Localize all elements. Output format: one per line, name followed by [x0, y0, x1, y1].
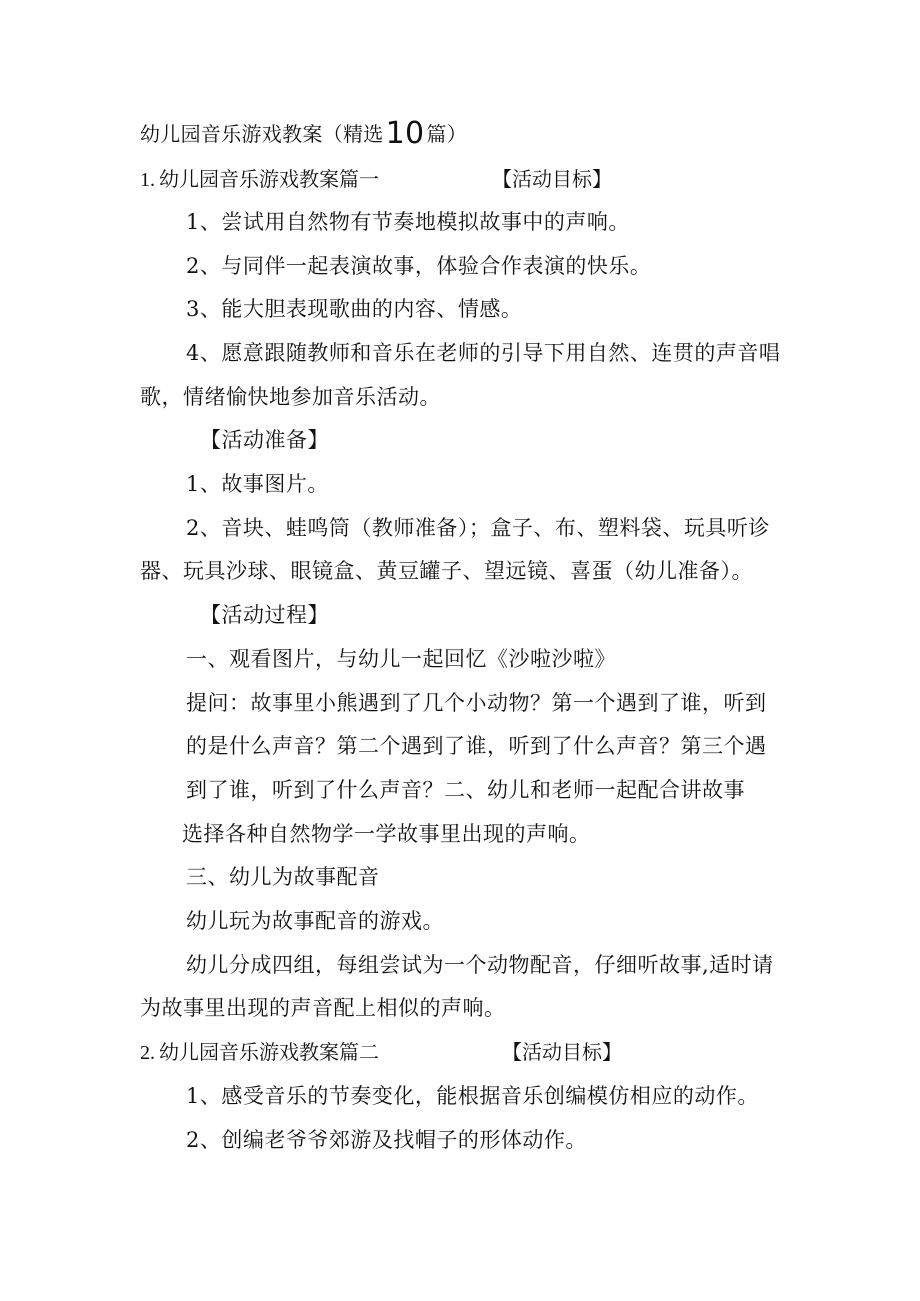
- paragraph-line: 2、与同伴一起表演故事，体验合作表演的快乐。: [186, 254, 652, 278]
- paragraph-line: 提问：故事里小熊遇到了几个小动物？第一个遇到了谁，听到: [186, 691, 767, 715]
- paragraph-line: 4、愿意跟随教师和音乐在老师的引导下用自然、连贯的声音唱: [186, 341, 781, 365]
- section-heading-2: [140, 1038, 622, 1067]
- section-tag: 【活动目标】: [492, 167, 612, 191]
- subsection-heading: 【活动准备】: [200, 428, 329, 452]
- section-title: 幼儿园音乐游戏教案篇一: [159, 167, 379, 191]
- paragraph-line: 选择各种自然物学一学故事里出现的声响。: [182, 822, 591, 846]
- document-title: [140, 116, 467, 151]
- section-heading-1: [140, 165, 612, 194]
- paragraph-line: 2、音块、蛙鸣筒（教师准备）；盒子、布、塑料袋、玩具听诊: [186, 516, 770, 540]
- paragraph-line: 为故事里出现的声音配上相似的声响。: [140, 996, 506, 1020]
- title-suffix: 篇）: [426, 122, 467, 146]
- title-prefix: 幼儿园音乐游戏教案（精选: [140, 122, 384, 146]
- paragraph-line: 歌，情绪愉快地参加音乐活动。: [140, 385, 441, 409]
- paragraph-line: 到了谁，听到了什么声音？二、幼儿和老师一起配合讲故事: [186, 778, 745, 802]
- paragraph-line: 2、创编老爷爷郊游及找帽子的形体动作。: [186, 1128, 587, 1152]
- section-tag: 【活动目标】: [502, 1040, 622, 1064]
- section-title: 幼儿园音乐游戏教案篇二: [159, 1040, 379, 1064]
- title-number: 10: [385, 116, 425, 151]
- paragraph-line: 器、玩具沙球、眼镜盒、黄豆罐子、望远镜、喜蛋（幼儿准备）。: [140, 559, 753, 583]
- paragraph-line: 三、幼儿为故事配音: [186, 865, 380, 889]
- section-index: 2.: [140, 1042, 155, 1064]
- section-index: 1.: [140, 169, 155, 191]
- paragraph-line: 1、感受音乐的节奏变化，能根据音乐创编模仿相应的动作。: [186, 1084, 759, 1108]
- paragraph-line: 幼儿玩为故事配音的游戏。: [186, 909, 444, 933]
- subsection-heading: 【活动过程】: [200, 603, 329, 627]
- paragraph-line: 1、尝试用自然物有节奏地模拟故事中的声响。: [186, 210, 630, 234]
- paragraph-line: 1、故事图片。: [186, 472, 329, 496]
- paragraph-line: 幼儿分成四组，每组尝试为一个动物配音，仔细听故事,适时请: [186, 953, 774, 977]
- paragraph-line: 3、能大胆表现歌曲的内容、情感。: [186, 297, 523, 321]
- paragraph-line: 一、观看图片，与幼儿一起回忆《沙啦沙啦》: [186, 647, 616, 671]
- paragraph-line: 的是什么声音？第二个遇到了谁，听到了什么声音？第三个遇: [186, 734, 767, 758]
